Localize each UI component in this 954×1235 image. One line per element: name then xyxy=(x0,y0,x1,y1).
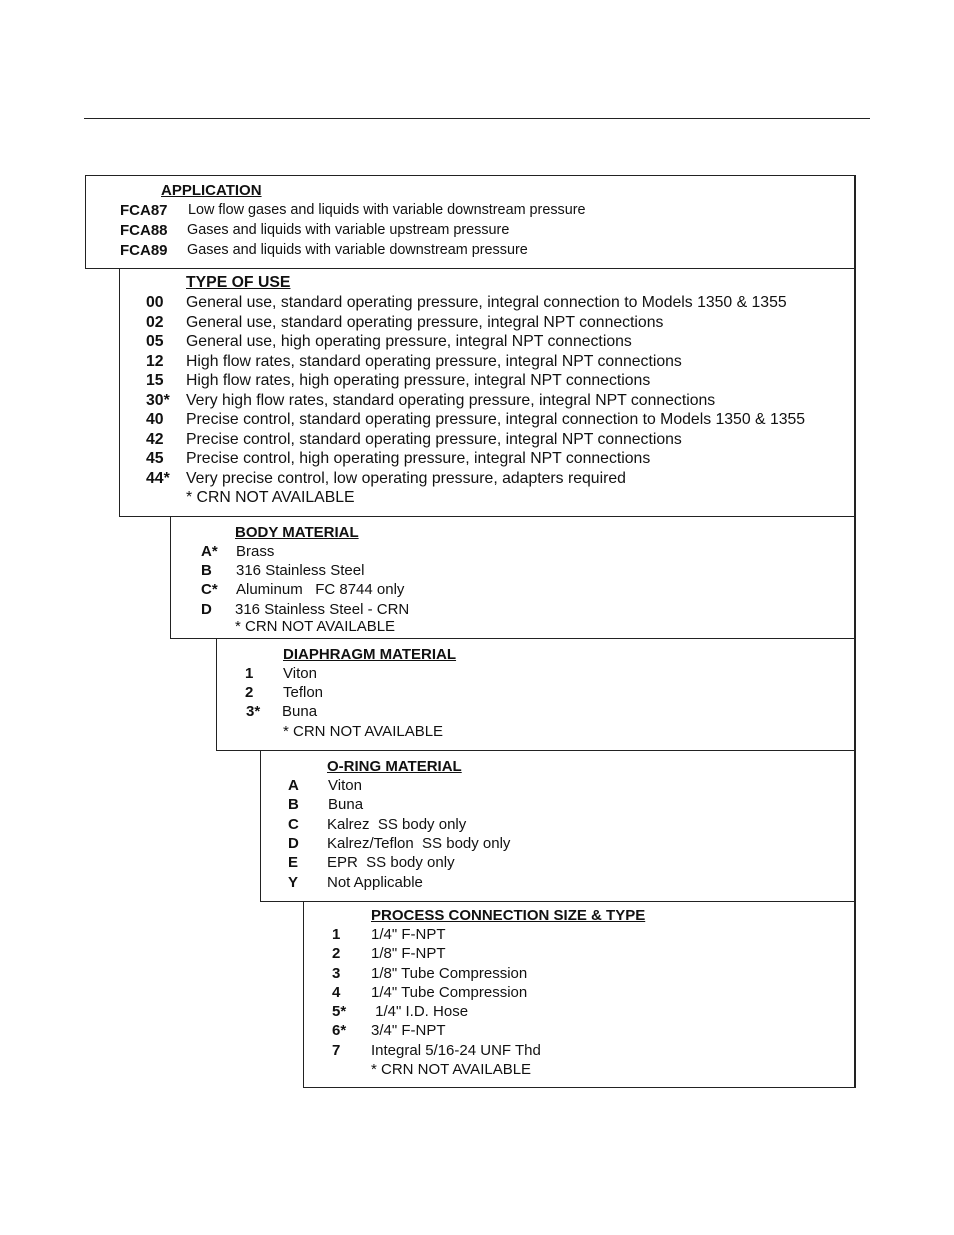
process-connection-desc: 1/4" I.D. Hose xyxy=(371,1003,469,1020)
diaphragm-material-code: 2 xyxy=(245,684,254,701)
o-ring-material-row xyxy=(261,796,851,816)
type-of-use-code: 45 xyxy=(146,450,164,467)
type-of-use-desc: Very high flow rates, standard operating pressure, integral NPT connections xyxy=(186,392,716,409)
process-connection-desc: 1/8" F-NPT xyxy=(371,945,446,962)
body-material-row xyxy=(171,562,851,582)
diaphragm-material-row xyxy=(217,684,847,704)
body-material-code: D xyxy=(201,601,212,618)
diaphragm-material-code: 1 xyxy=(245,665,254,682)
type-of-use-desc: Precise control, standard operating pressure, integral NPT connections xyxy=(186,431,682,448)
o-ring-material-code: B xyxy=(288,796,299,813)
o-ring-material-row xyxy=(261,874,851,894)
application-desc: Low flow gases and liquids with variable downstream pressure xyxy=(188,202,586,218)
process-connection-row xyxy=(304,1003,849,1023)
type-of-use-section xyxy=(119,268,856,517)
o-ring-material-row xyxy=(261,777,851,797)
type-of-use-code: 44* xyxy=(146,470,170,487)
application-desc: Gases and liquids with variable upstream pressure xyxy=(187,222,510,238)
process-connection-heading: PROCESS CONNECTION SIZE & TYPE xyxy=(371,907,646,924)
process-connection-code: 6* xyxy=(332,1022,347,1039)
header-rule xyxy=(84,118,870,119)
application-code: FCA87 xyxy=(120,202,168,219)
crn-note: * CRN NOT AVAILABLE xyxy=(371,1061,532,1078)
type-of-use-row xyxy=(120,314,855,334)
application-row xyxy=(86,242,846,262)
application-heading: APPLICATION xyxy=(161,182,262,199)
o-ring-material-desc: Buna xyxy=(328,796,364,813)
diaphragm-material-row xyxy=(217,703,847,723)
process-connection-row xyxy=(304,1042,849,1062)
body-material-code: C* xyxy=(201,581,218,598)
process-connection-code: 5* xyxy=(332,1003,347,1020)
type-of-use-heading: TYPE OF USE xyxy=(186,274,291,291)
diaphragm-material-code: 3* xyxy=(246,703,261,720)
type-of-use-desc: General use, high operating pressure, integral NPT connections xyxy=(186,333,632,350)
crn-note: * CRN NOT AVAILABLE xyxy=(235,618,396,635)
o-ring-material-section xyxy=(260,750,856,902)
type-of-use-code: 42 xyxy=(146,431,164,448)
application-row xyxy=(86,222,846,242)
o-ring-material-code: D xyxy=(288,835,299,852)
body-material-heading: BODY MATERIAL xyxy=(235,524,359,541)
application-section xyxy=(85,175,856,269)
body-material-desc: 316 Stainless Steel - CRN xyxy=(235,601,410,618)
type-of-use-desc: Precise control, high operating pressure, integral NPT connections xyxy=(186,450,651,467)
process-connection-desc: 1/4" Tube Compression xyxy=(371,984,528,1001)
diaphragm-material-desc: Teflon xyxy=(283,684,324,701)
type-of-use-code: 00 xyxy=(146,294,164,311)
process-connection-row xyxy=(304,945,849,965)
type-of-use-row xyxy=(120,372,855,392)
o-ring-material-code: C xyxy=(288,816,299,833)
o-ring-material-row xyxy=(261,854,851,874)
type-of-use-code: 12 xyxy=(146,353,164,370)
o-ring-material-desc: Not Applicable xyxy=(327,874,423,891)
type-of-use-row xyxy=(120,294,855,314)
type-of-use-desc: High flow rates, standard operating pressure, integral NPT connections xyxy=(186,353,682,370)
diaphragm-material-heading: DIAPHRAGM MATERIAL xyxy=(283,646,457,663)
o-ring-material-heading: O-RING MATERIAL xyxy=(327,758,462,775)
process-connection-row xyxy=(304,965,849,985)
crn-note: * CRN NOT AVAILABLE xyxy=(186,489,355,506)
type-of-use-row xyxy=(120,470,855,490)
diaphragm-material-row xyxy=(217,665,847,685)
body-material-row xyxy=(171,543,851,563)
type-of-use-code: 30* xyxy=(146,392,170,409)
body-material-desc: Aluminum FC 8744 only xyxy=(236,581,405,598)
type-of-use-row xyxy=(120,450,855,470)
diaphragm-material-desc: Viton xyxy=(283,665,317,682)
type-of-use-desc: Very precise control, low operating pressure, adapters required xyxy=(186,470,626,487)
o-ring-material-code: E xyxy=(288,854,299,871)
type-of-use-desc: General use, standard operating pressure, integral connection to Models 1350 & 1355 xyxy=(186,294,787,311)
type-of-use-row xyxy=(120,411,855,431)
body-material-desc: 316 Stainless Steel xyxy=(236,562,365,579)
application-row xyxy=(86,202,846,222)
process-connection-row xyxy=(304,1022,849,1042)
type-of-use-row xyxy=(120,333,855,353)
type-of-use-code: 02 xyxy=(146,314,164,331)
diaphragm-material-desc: Buna xyxy=(282,703,318,720)
application-desc: Gases and liquids with variable downstream pressure xyxy=(187,242,528,258)
o-ring-material-desc: Viton xyxy=(328,777,362,794)
process-connection-desc: 1/8" Tube Compression xyxy=(371,965,528,982)
type-of-use-desc: High flow rates, high operating pressure, integral NPT connections xyxy=(186,372,651,389)
diaphragm-material-section xyxy=(216,638,856,751)
application-code: FCA88 xyxy=(120,222,168,239)
type-of-use-row xyxy=(120,353,855,373)
type-of-use-code: 05 xyxy=(146,333,164,350)
process-connection-row xyxy=(304,926,849,946)
o-ring-material-desc: Kalrez SS body only xyxy=(327,816,467,833)
type-of-use-code: 40 xyxy=(146,411,164,428)
application-code: FCA89 xyxy=(120,242,168,259)
process-connection-row xyxy=(304,984,849,1004)
o-ring-material-row xyxy=(261,816,851,836)
o-ring-material-code: A xyxy=(288,777,299,794)
process-connection-section xyxy=(303,901,856,1088)
type-of-use-desc: General use, standard operating pressure, integral NPT connections xyxy=(186,314,664,331)
type-of-use-row xyxy=(120,431,855,451)
process-connection-code: 4 xyxy=(332,984,341,1001)
crn-note: * CRN NOT AVAILABLE xyxy=(283,723,444,740)
body-material-row xyxy=(171,581,851,601)
process-connection-code: 3 xyxy=(332,965,341,982)
o-ring-material-row xyxy=(261,835,851,855)
process-connection-code: 1 xyxy=(332,926,341,943)
o-ring-material-desc: Kalrez/Teflon SS body only xyxy=(327,835,511,852)
process-connection-desc: Integral 5/16-24 UNF Thd xyxy=(371,1042,541,1059)
o-ring-material-desc: EPR SS body only xyxy=(327,854,455,871)
process-connection-desc: 3/4" F-NPT xyxy=(371,1022,446,1039)
body-material-code: A* xyxy=(201,543,218,560)
type-of-use-row xyxy=(120,392,855,412)
process-connection-code: 7 xyxy=(332,1042,341,1059)
type-of-use-desc: Precise control, standard operating pressure, integral connection to Models 1350 & 1355 xyxy=(186,411,806,428)
process-connection-code: 2 xyxy=(332,945,341,962)
type-of-use-code: 15 xyxy=(146,372,164,389)
process-connection-desc: 1/4" F-NPT xyxy=(371,926,446,943)
body-material-section xyxy=(170,516,856,639)
body-material-desc: Brass xyxy=(236,543,275,560)
o-ring-material-code: Y xyxy=(288,874,299,891)
body-material-code: B xyxy=(201,562,212,579)
